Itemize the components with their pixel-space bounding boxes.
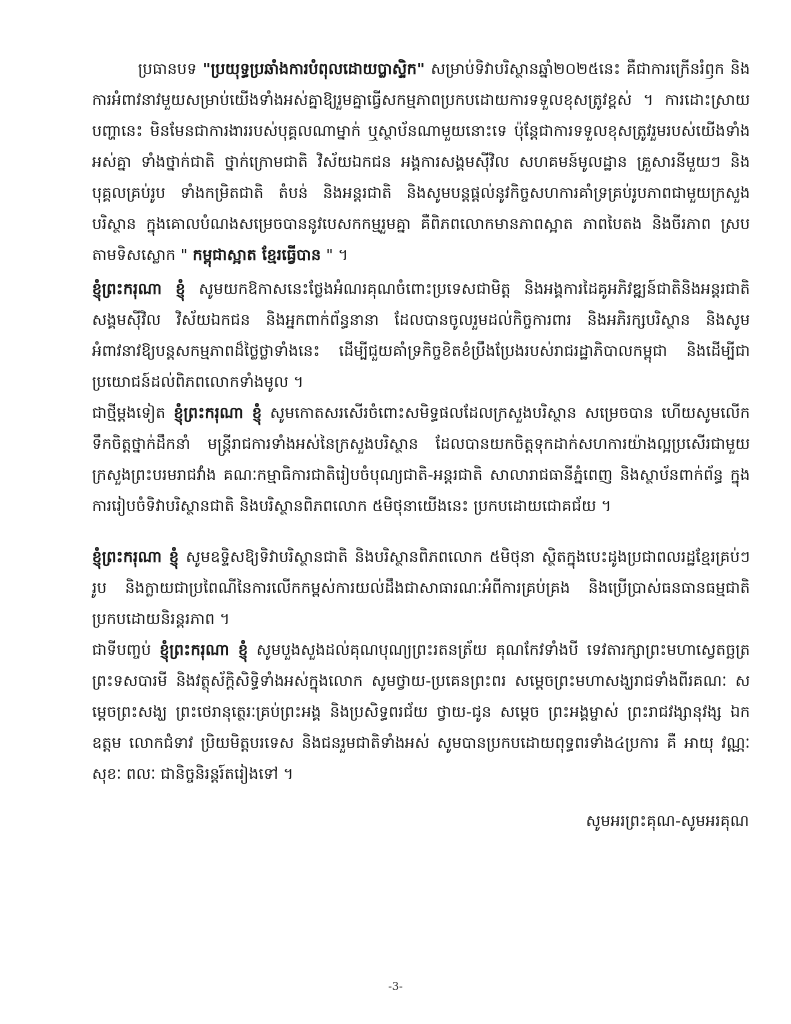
- speaker-lead: ខ្ញុំព្រះករុណា ខ្ញុំ: [159, 641, 248, 659]
- slogan: កម្ពុជាស្អាត ខ្មែរធ្វើបាន: [192, 246, 322, 264]
- paragraph-thanks: [92, 274, 750, 398]
- paragraph-praise: [92, 398, 750, 522]
- conclusion-prefix: ជាទីបញ្ចប់: [92, 641, 160, 659]
- page-number: -3-: [388, 980, 403, 993]
- dedication-body: សូមឧទ្ទិសឱ្យទិវាបរិស្ថានជាតិ និងបរិស្ថានពិភពលោក ៥មិថុនា ស្ថិតក្នុងបេះដូងប្រជាពលរដ្ឋខ្មែរគ្រប់ៗរូប និងក្លាយជាប្រពៃណីនៃការលើកកម្ពស់ការយល់ដឹងជាសាធារណៈអំពីការគ្រប់គ្រង និងប្រើប្រាស់ធនធានធម្មជាតិប្រកបដោយនិរន្តរភាព ។: [92, 548, 750, 628]
- theme-prefix: ប្រធានបទ: [138, 60, 203, 78]
- praise-body: សូមកោតសរសើរចំពោះសមិទ្ធផលដែលក្រសួងបរិស្ថាន សម្រេចបាន ហើយសូមលើកទឹកចិត្តថ្នាក់ដឹកនាំ មន្ត្រីរាជការទាំងអស់នៃក្រសួងបរិស្ថាន ដែលបានយកចិត្តទុកដាក់សហការយ៉ាងល្អប្រសើរជាមួយក្រសួងព្រះបរមរាជវាំង គណៈកម្មាធិការជាតិរៀបចំបុណ្យជាតិ-អន្តរជាតិ សាលារាជធានីភ្នំពេញ និងស្ថាប័នពាក់ព័ន្ធ ក្នុងការរៀបចំទិវាបរិស្ថានជាតិ និងបរិស្ថានពិភពលោក ៥មិថុនាយើងនេះ ប្រកបដោយជោគជ័យ ។: [92, 404, 750, 515]
- closing-thanks: សូមអរព្រះគុណ-សូមអរគុណ: [585, 812, 749, 830]
- theme-title: "ប្រយុទ្ធប្រឆាំងការបំពុលដោយប្លាស្ទិក": [202, 60, 425, 78]
- speaker-lead: ខ្ញុំព្រះករុណា ខ្ញុំ: [92, 280, 186, 298]
- thanks-body: សូមយកឱកាសនេះថ្លែងអំណរគុណចំពោះប្រទេសជាមិត្ត និងអង្គការដៃគូអភិវឌ្ឍន៍ជាតិនិងអន្តរជាតិ សង្គមស៊ីវិល វិស័យឯកជន និងអ្នកពាក់ព័ន្ធនានា ដែលបានចូលរួមដល់កិច្ចការពារ និងអភិរក្សបរិស្ថាន និងសូមអំពាវនាវឱ្យបន្តសកម្មភាពដ៏ថ្លៃថ្លាទាំងនេះ ដើម្បីជួយគាំទ្រកិច្ចខិតខំប្រឹងប្រែងរបស់រាជរដ្ឋាភិបាលកម្ពុជា និងដើម្បីជាប្រយោជន៍ដល់ពិភពលោកទាំងមូល ។: [92, 280, 750, 391]
- paragraph-dedication: [92, 542, 750, 635]
- paragraph-conclusion: [92, 635, 750, 790]
- praise-prefix: ជាថ្មីម្តងទៀត: [92, 404, 174, 422]
- theme-end: " ។: [321, 246, 349, 264]
- theme-body: សម្រាប់ទិវាបរិស្ថានឆ្នាំ២០២៥នេះ គឺជាការក្រើនរំឭក និងការអំពាវនាវមួយសម្រាប់យើងទាំងអស់គ្នាឱ្យរួមគ្នាធ្វើសកម្មភាពប្រកបដោយការទទួលខុសត្រូវខ្ពស់ ។ ការដោះស្រាយបញ្ហានេះ មិនមែនជាការងាររបស់បុគ្គលណាម្នាក់ ឬស្ថាប័នណាមួយនោះទេ ប៉ុន្តែជាការទទួលខុសត្រូវរួមរបស់យើងទាំងអស់គ្នា ទាំងថ្នាក់ជាតិ ថ្នាក់ក្រោមជាតិ វិស័យឯកជន អង្គការសង្គមស៊ីវិល សហគមន៍មូលដ្ឋាន គ្រួសារនីមួយៗ និងបុគ្គលគ្រប់រូប ទាំងកម្រិតជាតិ តំបន់ និងអន្តរជាតិ និងសូមបន្តផ្តល់នូវកិច្ចសហការគាំទ្រគ្រប់រូបភាពជាមួយក្រសួងបរិស្ថាន ក្នុងគោលបំណងសម្រេចបាននូវបេសកកម្មរួមគ្នា គឺពិភពលោកមានភាពស្អាត ភាពបៃតង និងចីរភាព ស្របតាមទិសស្លោក ": [92, 60, 750, 264]
- paragraph-theme: [92, 54, 750, 271]
- document-body: [92, 54, 750, 790]
- conclusion-body: សូមបួងសួងដល់គុណបុណ្យព្រះរតនត្រ័យ គុណកែវទាំងបី ទេវតារក្សាព្រះមហាស្វេតច្ឆត្រ ព្រះទសបារមី និងវត្ថុស័ក្តិសិទ្ធិទាំងអស់ក្នុងលោក សូមថ្វាយ-ប្រគេនព្រះពរ សម្តេចព្រះមហាសង្ឃរាជទាំងពីរគណៈ សម្តេចព្រះសង្ឃ ព្រះថេរានុត្ថេរៈគ្រប់ព្រះអង្គ និងប្រសិទ្ធពរជ័យ ថ្វាយ-ជូន សម្តេច ព្រះអង្គម្ចាស់ ព្រះរាជវង្សានុវង្ស ឯកឧត្តម លោកជំទាវ ប្រិយមិត្តបរទេស និងជនរួមជាតិទាំងអស់ សូមបានប្រកបដោយពុទ្ធពរទាំង៤ប្រការ គឺ អាយុ វណ្ណៈ សុខៈ ពលៈ ជានិច្ចនិរន្តរ៍តរៀងទៅ ។: [92, 641, 750, 783]
- speaker-lead: ខ្ញុំព្រះករុណា ខ្ញុំ: [173, 404, 262, 422]
- speaker-lead: ខ្ញុំព្រះករុណា ខ្ញុំ: [92, 548, 179, 566]
